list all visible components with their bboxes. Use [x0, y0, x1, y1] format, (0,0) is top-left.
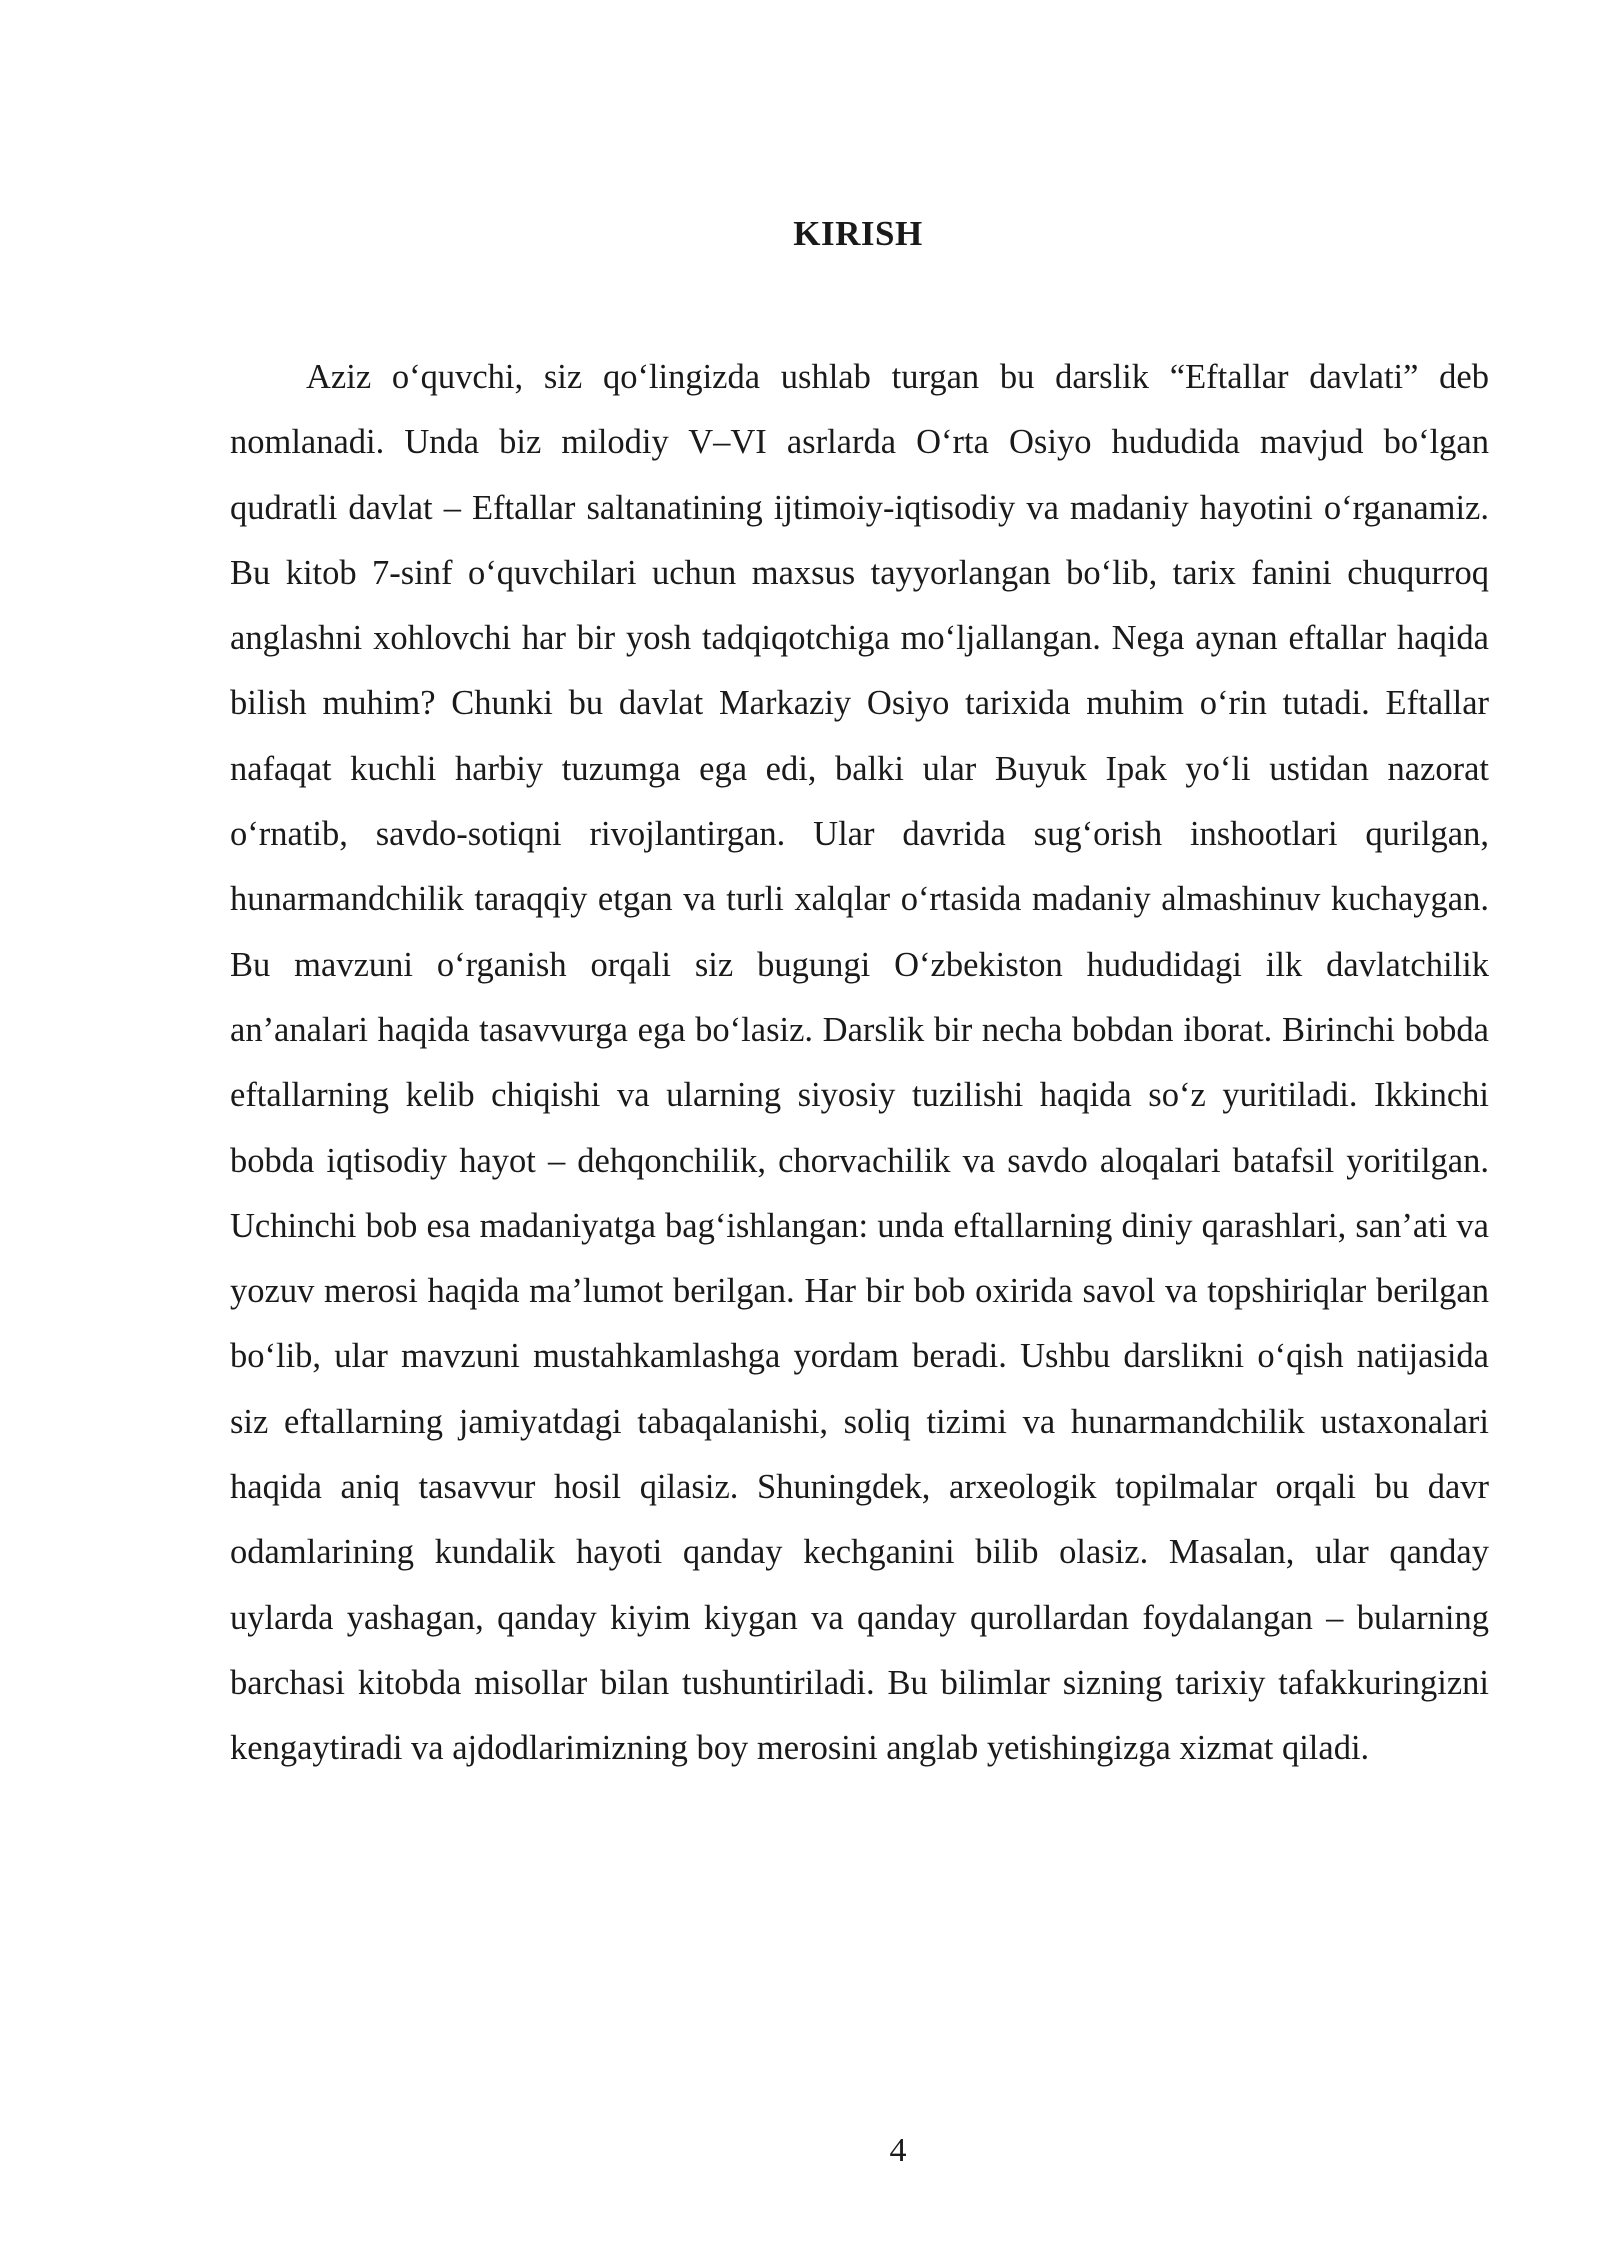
page-number: 4 — [889, 2132, 907, 2169]
page-title: KIRISH — [793, 214, 923, 253]
body-paragraph — [230, 345, 1489, 1782]
paragraph-text: Aziz o‘quvchi, siz qo‘lingizda ushlab turgan bu darslik “Eftallar davlati” deb nomlanadi. Unda biz milodiy V–VI asrlarda O‘rta Osiyo hududida mavjud bo‘lgan qudratli davlat – Eftallar saltanatining ijtimoiy-iqtisodiy va madaniy hayotini o‘rganamiz. Bu kitob 7-sinf o‘quvchilari uchun maxsus tayyorlangan bo‘lib, tarix fanini chuqurroq anglashni xohlovchi har bir yosh tadqiqotchiga mo‘ljallangan. Nega aynan eftallar haqida bilish muhim? Chunki bu davlat Markaziy Osiyo tarixida muhim o‘rin tutadi. Eftallar nafaqat kuchli harbiy tuzumga ega edi, balki ular Buyuk Ipak yo‘li ustidan nazorat o‘rnatib, savdo-sotiqni rivojlantirgan. Ular davrida sug‘orish inshootlari qurilgan, hunarmandchilik taraqqiy etgan va turli xalqlar o‘rtasida madaniy almashinuv kuchaygan. Bu mavzuni o‘rganish orqali siz bugungi O‘zbekiston hududidagi ilk davlatchilik an’analari haqida tasavvurga ega bo‘lasiz. Darslik bir necha bobdan iborat. Birinchi bobda eftallarning kelib chiqishi va ularning siyosiy tuzilishi haqida so‘z yuritiladi. Ikkinchi bobda iqtisodiy hayot – dehqonchilik, chorvachilik va savdo aloqalari batafsil yoritilgan. Uchinchi bob esa madaniyatga bag‘ishlangan: unda eftallarning diniy qarashlari, san’ati va yozuv merosi haqida ma’lumot berilgan. Har bir bob oxirida savol va topshiriqlar berilgan bo‘lib, ular mavzuni mustahkamlashga yordam beradi. Ushbu darslikni o‘qish natijasida siz eftallarning jamiyatdagi tabaqalanishi, soliq tizimi va hunarmandchilik ustaxonalari haqida aniq tasavvur hosil qilasiz. Shuningdek, arxeologik topilmalar orqali bu davr odamlarining kundalik hayoti qanday kechganini bilib olasiz. Masalan, ular qanday uylarda yashagan, qanday kiyim kiygan va qanday qurollardan foydalangan – bularning barchasi kitobda misollar bilan tushuntiriladi. Bu bilimlar sizning tarixiy tafakkuringizni kengaytiradi va ajdodlarimizning boy merosini anglab yetishingizga xizmat qiladi. — [230, 358, 1489, 1768]
